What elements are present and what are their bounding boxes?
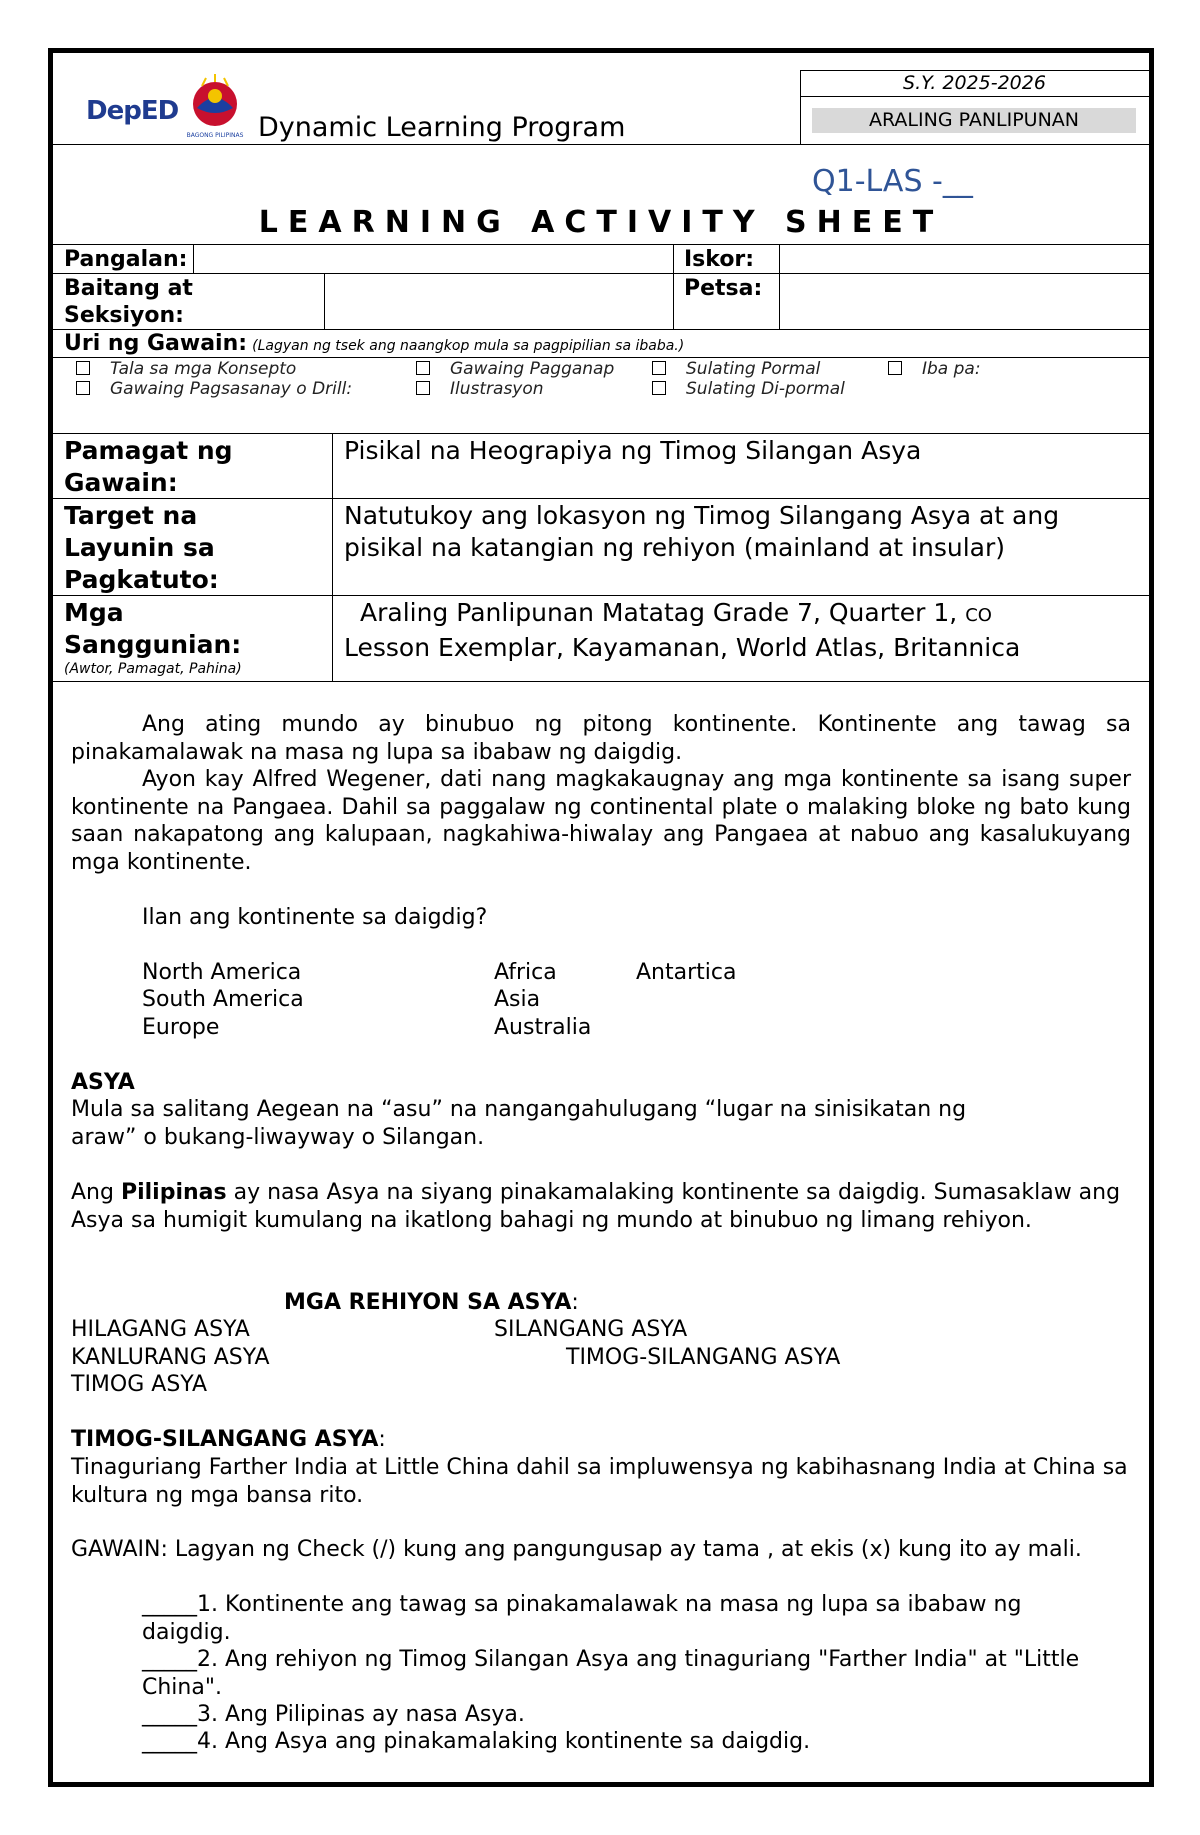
svg-text:BAGONG PILIPINAS: BAGONG PILIPINAS (186, 132, 244, 139)
option-drill[interactable]: Gawaing Pagsasanay o Drill: (76, 379, 352, 399)
continent-north-america: North America (142, 960, 302, 985)
form-col-name (193, 244, 194, 273)
checkbox-icon (76, 381, 90, 395)
grade-section-label: Baitang at Seksiyon: (64, 276, 193, 328)
subject-label: ARALING PANLIPUNAN (812, 108, 1136, 133)
sea-paragraph: Tinaguriang Farther India at Little China dahil sa impluwensya ng kabihasnang India at China sa kultura ng mga bansa rito. (71, 1455, 1128, 1508)
date-label: Petsa: (684, 276, 763, 301)
date-field[interactable] (781, 274, 1147, 328)
region-silangang-asya: SILANGANG ASYA (494, 1317, 688, 1342)
form-col-right (779, 244, 780, 329)
header-bottom-rule (53, 144, 1149, 145)
target-value: Natutukoy ang lokasyon ng Timog Silangang Asya at ang pisikal na katangian ng rehiyon (mainland at insular) (344, 501, 1060, 562)
program-title: Dynamic Learning Program (258, 112, 626, 143)
activity-type-hint: (Lagyan ng tsek ang naangkop mula sa pagpipilian sa ibaba.) (252, 338, 685, 354)
title-value: Pisikal na Heograpiya ng Timog Silangan Asya (344, 436, 922, 465)
form-rule-4 (53, 357, 1149, 358)
task-item-3[interactable]: _____3. Ang Pilipinas ay nasa Asya. (142, 1702, 525, 1727)
grade-section-field[interactable] (326, 274, 671, 328)
references-value: Araling Panlipunan Matatag Grade 7, Quarter 1, CO Lesson Exemplar, Kayamanan, World Atlas, Britannica (344, 598, 1021, 662)
asia-paragraph-1: Mula sa salitang Aegean na “asu” na nangangahulugang “lugar na sinisikatan ng araw” o bukang-liwayway o Silangan. (71, 1097, 967, 1150)
info-col (332, 433, 333, 681)
header-box-top (800, 70, 1149, 71)
option-iba-pa[interactable]: Iba pa: (888, 359, 981, 379)
references-note: (Awtor, Pamagat, Pahina) (64, 661, 242, 677)
continent-europe: Europe (142, 1015, 220, 1040)
checkbox-icon (76, 361, 90, 375)
option-sulating-pormal[interactable]: Sulating Pormal (652, 359, 820, 379)
question: Ilan ang kontinente sa daigdig? (142, 905, 488, 930)
score-field[interactable] (781, 245, 1147, 272)
region-hilagang-asya: HILAGANG ASYA (71, 1317, 250, 1342)
checkbox-icon (416, 361, 430, 375)
school-year: S.Y. 2025-2026 (903, 72, 1046, 94)
score-label: Iskor: (684, 247, 755, 272)
task-item-1[interactable]: _____1. Kontinente ang tawag sa pinakamalawak na masa ng lupa sa ibabaw ng daigdig. (142, 1592, 1022, 1645)
deped-logo: DepED (86, 96, 179, 126)
task-item-4[interactable]: _____4. Ang Asya ang pinakamalaking kontinente sa daigdig. (142, 1729, 811, 1754)
checkbox-icon (652, 381, 666, 395)
sheet-title: LEARNING ACTIVITY SHEET (258, 205, 944, 240)
checkbox-icon (416, 381, 430, 395)
las-code: Q1-LAS -__ (812, 164, 973, 199)
activity-type-row (64, 330, 684, 357)
continent-south-america: South America (142, 987, 304, 1012)
task-instruction: GAWAIN: Lagyan ng Check (/) kung ang pangungusap ay tama , at ekis (x) kung ito ay mali. (71, 1537, 1082, 1562)
title-label: Pamagat ng Gawain: (64, 436, 233, 497)
asia-paragraph-2: Ang Pilipinas ay nasa Asya na siyang pinakamalaking kontinente sa daigdig. Sumasaklaw ang Asya sa humigit kumulang na ikatlong bahagi ng mundo at binubuo ng limang rehiyon. (71, 1180, 1121, 1233)
continent-australia: Australia (494, 1015, 592, 1040)
target-label: Target na Layunin sa Pagkatuto: (64, 501, 219, 594)
paragraph-2: Ayon kay Alfred Wegener, dati nang magkakaugnay ang mga kontinente sa isang super kontinente na Pangaea. Dahil sa paggalaw ng continental plate o malaking bloke ng bato kung saan nakapatong ang kalupaan, nagkahiwa-hiwalay ang Pangaea at nabuo ang kasalukuyang mga kontinente. (71, 767, 1131, 875)
region-kanlurang-asya: KANLURANG ASYA (71, 1345, 270, 1370)
sea-heading: TIMOG-SILANGANG ASYA: (71, 1427, 386, 1452)
region-timog-silangang-asya: TIMOG-SILANGANG ASYA (566, 1345, 841, 1370)
continent-africa: Africa (494, 960, 557, 985)
task-item-2[interactable]: _____2. Ang rehiyon ng Timog Silangan Asya ang tinaguriang "Farther India" at "Little China". (142, 1647, 1080, 1700)
option-ilustrasyon[interactable]: Ilustrasyon (416, 379, 544, 399)
bagong-pilipinas-seal-icon (180, 74, 250, 140)
header-box-mid (800, 96, 1149, 97)
regions-heading: MGA REHIYON SA ASYA: (284, 1290, 579, 1315)
asia-heading: ASYA (71, 1070, 135, 1095)
name-field[interactable] (195, 245, 671, 272)
option-gawaing-pagganap[interactable]: Gawaing Pagganap (416, 359, 614, 379)
name-label: Pangalan: (64, 247, 188, 272)
paragraph-1: Ang ating mundo ay binubuo ng pitong kontinente. Kontinente ang tawag sa pinakamalawak na masa ng lupa sa ibabaw ng daigdig. (71, 712, 1131, 765)
checkbox-icon (652, 361, 666, 375)
continent-asia: Asia (494, 987, 541, 1012)
region-timog-asya: TIMOG ASYA (71, 1372, 208, 1397)
option-sulating-di-pormal[interactable]: Sulating Di-pormal (652, 379, 845, 399)
form-col-grade (324, 273, 325, 329)
continent-antartica: Antartica (636, 960, 737, 985)
form-col-mid (673, 244, 674, 329)
activity-type-label: Uri ng Gawain: (64, 331, 248, 356)
option-tala[interactable]: Tala sa mga Konsepto (76, 359, 296, 379)
references-label: Mga Sanggunian: (64, 598, 242, 659)
checkbox-icon (888, 361, 902, 375)
